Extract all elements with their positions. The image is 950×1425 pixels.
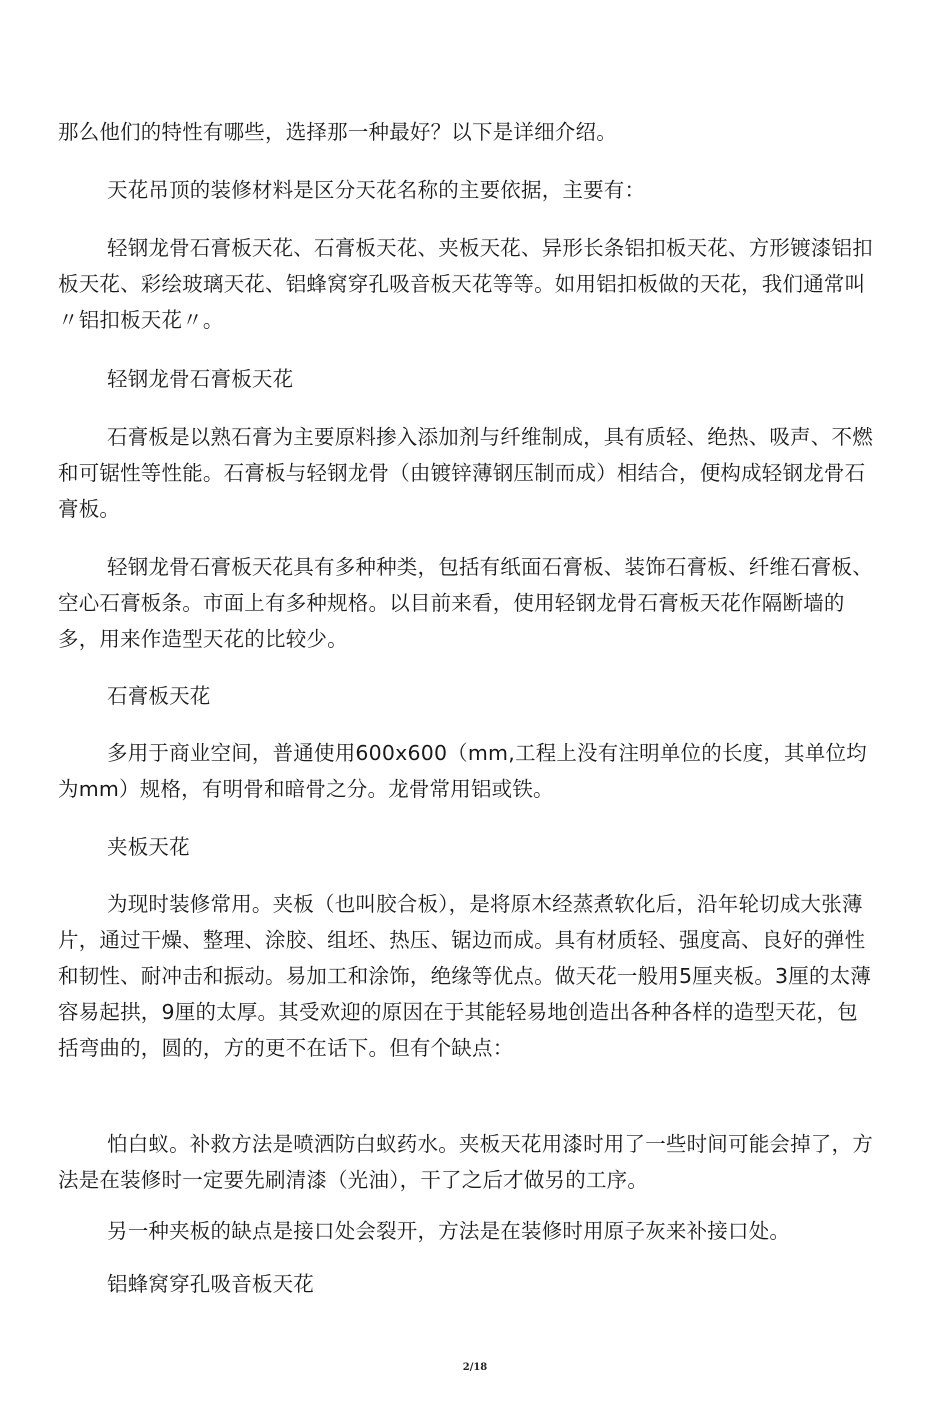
section-heading-light-steel-gypsum: 轻钢龙骨石膏板天花 [107,367,294,391]
paragraph-materials-lead: 天花吊顶的装修材料是区分天花名称的主要依据，主要有： [107,178,646,202]
section-heading-aluminum-honeycomb: 铝蜂窝穿孔吸音板天花 [107,1272,314,1296]
paragraph-gypsum-board-desc: 石膏板是以熟石膏为主要原料掺入添加剂与纤维制成，具有质轻、绝热、吸声、不燃和可锯性等性能。石膏板与轻钢龙骨（由镀锌薄钢压制而成）相结合，便构成轻钢龙骨石膏板。 [58,425,873,521]
paragraph-gypsum-types: 轻钢龙骨石膏板天花具有多种种类，包括有纸面石膏板、装饰石膏板、纤维石膏板、空心石膏板条。市面上有多种规格。以目前来看，使用轻钢龙骨石膏板天花作隔断墙的多，用来作造型天花的比较少。 [58,555,873,651]
page-number: 2/18 [462,1362,488,1373]
paragraph-intro: 那么他们的特性有哪些，选择那一种最好？以下是详细介绍。 [58,120,617,144]
paragraph-plywood-desc: 为现时装修常用。夹板（也叫胶合板），是将原木经蒸煮软化后，沿年轮切成大张薄片，通过干燥、整理、涂胶、组坯、热压、锯边而成。具有材质轻、强度高、良好的弹性和韧性、耐冲击和振动。易加工和涂饰，绝缘等优点。做天花一般用5厘夹板。3厘的太薄容易起拱，9厘的太厚。其受欢迎的原因在于其能轻易地创造出各种各样的造型天花，包括弯曲的，圆的，方的更不在话下。但有个缺点： [58,892,872,1060]
paragraph-materials-list: 轻钢龙骨石膏板天花、石膏板天花、夹板天花、异形长条铝扣板天花、方形镀漆铝扣板天花、彩绘玻璃天花、铝蜂窝穿孔吸音板天花等等。如用铝扣板做的天花，我们通常叫〃铝扣板天花〃。 [58,236,873,332]
section-heading-plywood-ceiling: 夹板天花 [107,835,190,859]
paragraph-gypsum-ceiling-desc: 多用于商业空间，普通使用600x600（mm,工程上没有注明单位的长度，其单位均为mm）规格，有明骨和暗骨之分。龙骨常用铝或铁。 [58,741,867,801]
paragraph-joint-crack: 另一种夹板的缺点是接口处会裂开，方法是在装修时用原子灰来补接口处。 [107,1219,791,1243]
paragraph-termite-fix: 怕白蚁。补救方法是喷洒防白蚁药水。夹板天花用漆时用了一些时间可能会掉了，方法是在装修时一定要先刷清漆（光油），干了之后才做另的工序。 [58,1132,873,1192]
section-heading-gypsum-ceiling: 石膏板天花 [107,684,211,708]
